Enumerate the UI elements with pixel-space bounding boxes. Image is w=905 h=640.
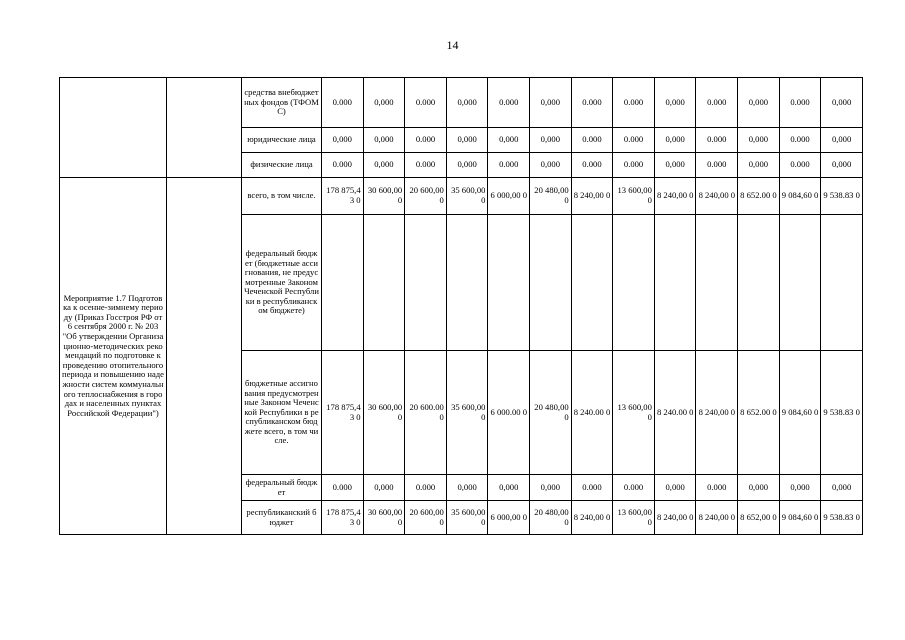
amount-cell: 0,000 (446, 153, 488, 178)
amount-cell: 0.000 (405, 153, 447, 178)
amount-cell (779, 215, 821, 351)
funding-source-cell: республиканский бюджет (242, 501, 322, 535)
amount-cell: 0,000 (530, 475, 572, 501)
amount-cell: 35 600,00 0 (446, 351, 488, 475)
amount-cell: 0.000 (488, 78, 530, 128)
amount-cell (654, 215, 696, 351)
amount-cell: 9 084,60 0 (779, 351, 821, 475)
amount-cell (322, 215, 364, 351)
amount-cell: 0,000 (488, 128, 530, 153)
amount-cell: 0.000 (696, 128, 738, 153)
amount-cell: 8 240.00 0 (571, 351, 613, 475)
amount-cell: 0,000 (654, 153, 696, 178)
amount-cell: 30 600,00 0 (363, 501, 405, 535)
amount-cell: 13 600,00 0 (613, 178, 655, 215)
amount-cell (571, 215, 613, 351)
amount-cell: 8 240,00 0 (654, 501, 696, 535)
amount-cell: 0.000 (779, 128, 821, 153)
amount-cell: 0.000 (322, 153, 364, 178)
amount-cell: 0.000 (322, 78, 364, 128)
amount-cell: 30 600,00 0 (363, 178, 405, 215)
amount-cell: 35 600,00 0 (446, 501, 488, 535)
amount-cell: 0.000 (322, 475, 364, 501)
amount-cell: 0,000 (738, 78, 780, 128)
amount-cell: 8 240,00 0 (696, 501, 738, 535)
amount-cell: 0.000 (405, 475, 447, 501)
amount-cell (821, 215, 863, 351)
amount-cell: 0,000 (363, 128, 405, 153)
amount-cell: 20 600,00 0 (405, 178, 447, 215)
funding-source-cell: федеральный бюджет (бюджетные ассигнования, не предусмотренные Законом Чеченской Республики в республиканском бюджете) (242, 215, 322, 351)
amount-cell: 9 538.83 0 (821, 178, 863, 215)
amount-cell: 0.000 (405, 128, 447, 153)
amount-cell: 0,000 (821, 475, 863, 501)
funding-source-cell: средства внебюджетных фондов (ТФОМС) (242, 78, 322, 128)
amount-cell: 178 875,43 0 (322, 178, 364, 215)
amount-cell: 0.000 (613, 78, 655, 128)
amount-cell: 0.000 (488, 153, 530, 178)
amount-cell: 8 240,00 0 (696, 178, 738, 215)
amount-cell (613, 215, 655, 351)
amount-cell: 0.000 (405, 78, 447, 128)
previous-measure-cell (60, 78, 167, 178)
amount-cell: 0,000 (322, 128, 364, 153)
amount-cell: 8 652.00 0 (738, 178, 780, 215)
amount-cell: 35 600,00 0 (446, 178, 488, 215)
amount-cell (363, 215, 405, 351)
amount-cell: 0.000 (571, 128, 613, 153)
amount-cell: 0,000 (821, 153, 863, 178)
amount-cell (405, 215, 447, 351)
amount-cell: 0,000 (530, 78, 572, 128)
amount-cell: 0.000 (613, 475, 655, 501)
table-row (60, 178, 863, 215)
amount-cell: 178 875,43 0 (322, 501, 364, 535)
amount-cell: 178 875,43 0 (322, 351, 364, 475)
amount-cell: 0,000 (779, 475, 821, 501)
amount-cell: 0,000 (363, 78, 405, 128)
funding-source-cell: бюджетные ассигнования предусмотренные Законом Чеченской Республики в республиканском бюджете всего, в том числе. (242, 351, 322, 475)
amount-cell: 9 084,60 0 (779, 178, 821, 215)
funding-source-cell: юридические лица (242, 128, 322, 153)
amount-cell: 0.000 (696, 475, 738, 501)
amount-cell (488, 215, 530, 351)
measure-title-cell: Мероприятие 1.7 Подготовка к осенне-зимнему периоду (Приказ Госстроя РФ от 6 сентября 2000 г. № 203 "Об утверждении Организационно-методических рекомендаций по подготовке к проведению отопительного периода и повышению надежности систем коммунального теплоснабжения в городах и населенных пунктах Российской Федерации") (60, 178, 167, 535)
amount-cell: 8 240,00 0 (654, 178, 696, 215)
amount-cell: 0.000 (613, 153, 655, 178)
amount-cell: 0,000 (654, 128, 696, 153)
amount-cell: 0,000 (363, 475, 405, 501)
amount-cell: 6 000,00 0 (488, 178, 530, 215)
amount-cell: 0,000 (654, 475, 696, 501)
amount-cell: 0,000 (654, 78, 696, 128)
amount-cell: 9 084,60 0 (779, 501, 821, 535)
amount-cell: 0.000 (613, 128, 655, 153)
amount-cell: 13 600,00 0 (613, 501, 655, 535)
amount-cell: 6 000,00 0 (488, 501, 530, 535)
amount-cell: 0.000 (779, 153, 821, 178)
amount-cell: 0,000 (446, 475, 488, 501)
amount-cell: 8 240,00 0 (571, 178, 613, 215)
amount-cell: 8 652.00 0 (738, 351, 780, 475)
amount-cell: 0,000 (446, 128, 488, 153)
amount-cell: 0.000 (571, 153, 613, 178)
page-number: 14 (446, 38, 459, 52)
amount-cell: 0,000 (738, 128, 780, 153)
amount-cell: 0.000 (571, 78, 613, 128)
amount-cell: 0,000 (738, 153, 780, 178)
amount-cell: 0,000 (738, 475, 780, 501)
amount-cell (696, 215, 738, 351)
amount-cell: 20 480,00 0 (530, 501, 572, 535)
amount-cell: 0.000 (571, 475, 613, 501)
budget-table (59, 77, 863, 535)
amount-cell: 0,000 (446, 78, 488, 128)
amount-cell: 30 600,00 0 (363, 351, 405, 475)
amount-cell: 0.000 (779, 78, 821, 128)
amount-cell: 20 600,00 0 (405, 501, 447, 535)
amount-cell: 8 652,00 0 (738, 501, 780, 535)
amount-cell (530, 215, 572, 351)
amount-cell: 8 240.00 0 (654, 351, 696, 475)
previous-executor-cell (167, 78, 242, 178)
executor-cell (167, 178, 242, 535)
amount-cell: 0,000 (530, 128, 572, 153)
amount-cell: 0,000 (488, 475, 530, 501)
amount-cell: 9 538.83 0 (821, 351, 863, 475)
amount-cell: 0.000 (696, 78, 738, 128)
amount-cell: 0.000 (696, 153, 738, 178)
amount-cell: 0,000 (821, 128, 863, 153)
amount-cell (738, 215, 780, 351)
amount-cell: 8 240,00 0 (571, 501, 613, 535)
amount-cell (446, 215, 488, 351)
amount-cell: 6 000.00 0 (488, 351, 530, 475)
funding-source-cell: всего, в том числе. (242, 178, 322, 215)
amount-cell: 20 600.00 0 (405, 351, 447, 475)
amount-cell: 13 600,00 0 (613, 351, 655, 475)
funding-source-cell: физические лица (242, 153, 322, 178)
amount-cell: 9 538.83 0 (821, 501, 863, 535)
amount-cell: 0,000 (530, 153, 572, 178)
amount-cell: 0,000 (821, 78, 863, 128)
table-row (60, 78, 863, 128)
amount-cell: 20 480,00 0 (530, 351, 572, 475)
amount-cell: 8 240,00 0 (696, 351, 738, 475)
amount-cell: 20 480,00 0 (530, 178, 572, 215)
amount-cell: 0,000 (363, 153, 405, 178)
funding-source-cell: федеральный бюджет (242, 475, 322, 501)
